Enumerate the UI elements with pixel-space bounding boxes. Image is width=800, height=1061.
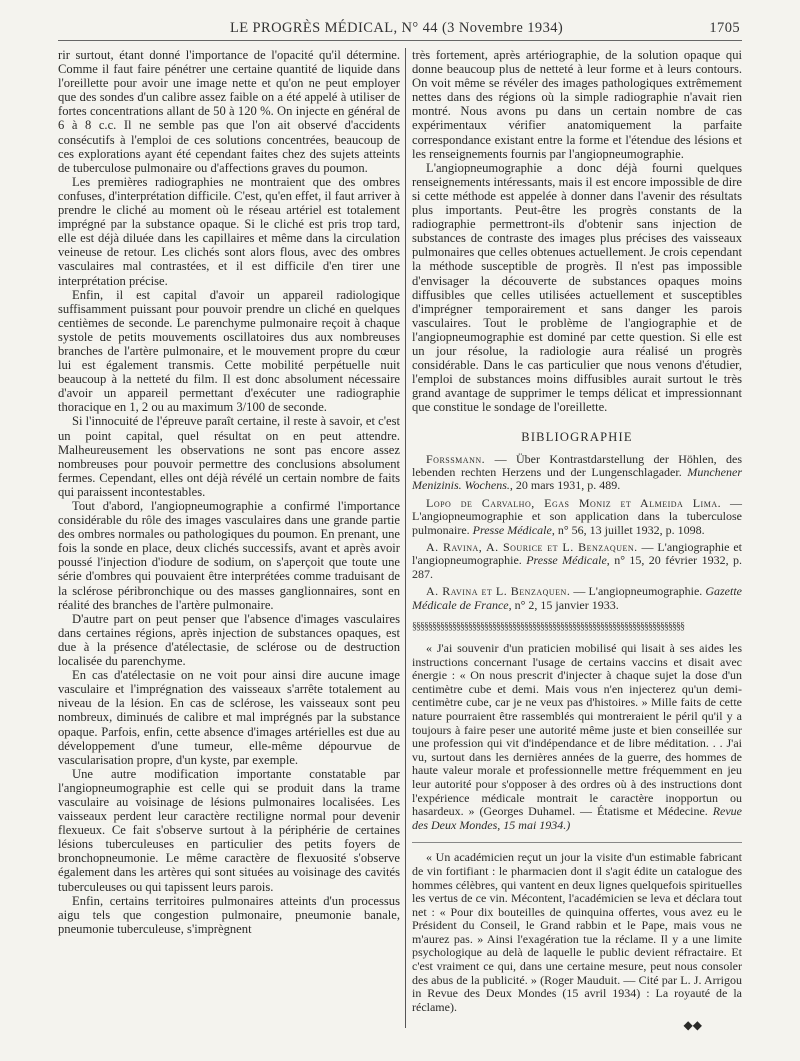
reference-item xyxy=(412,453,742,493)
quote-source: Revue des Deux Mondes, 15 mai 1934.) xyxy=(412,804,742,832)
paragraph: rir surtout, étant donné l'importance de l'opacité qu'il détermine. Comme il faut faire pénétrer une certaine quantité de liquide dans l'oreillette pour avoir une image nette et qu'on ne peut employer que des sondes d'un calibre assez faible on a été appelé à utiliser de fortes concentrations allant de 50 à 120 %. On injecte en général de 6 à 8 c.c. Il ne semble pas que l'on ait observé d'accidents consécutifs à l'emploi de ces solutions concentrées, beaucoup de ces explorations ayant été cependant faites chez des sujets atteints de tuberculose pulmonaire ou d'affections graves du poumon. xyxy=(58,48,400,175)
paragraph: D'autre part on peut penser que l'absence d'images vasculaires dans certaines régions, après injection de substances opaques, est due à la présence d'atélectasie, de sclérose ou de destruction localisée du parenchyme. xyxy=(58,611,400,669)
ornamental-border: §§§§§§§§§§§§§§§§§§§§§§§§§§§§§§§§§§§§§§§§§§§§§§§§§§§§§§§§§§§§§§§§§§§§ xyxy=(412,622,684,632)
page-number: 1705 xyxy=(709,20,740,36)
paragraph: Si l'innocuité de l'épreuve paraît certaine, il reste à savoir, et c'est un point capital, quel résultat on en peut attendre. Malheureusement les observations ne sont pas encore assez nombreuses pour pouvoir permettre des conclusions absolument fermes. Cependant, elles ont déjà révélé un certain nombre de faits qui paraissent incontestables. xyxy=(58,414,400,499)
ref-tail: , n° 2, 15 janvier 1933. xyxy=(508,597,619,612)
paragraph: Les premières radiographies ne montraient que des ombres confuses, d'interprétation difficile. C'est, qu'en effet, il faut arriver à prendre le cliché au moment où le réseau artériel est totalement imprégné par la substance opaque. Si le cliché est pris trop tard, elle est déjà diluée dans les capillaires et même dans la circulation veineuse de retour. Les clichés sont alors flous, avec des ombres vasculaires mal contrastées, et il est difficile d'en tirer une interprétation précise. xyxy=(58,174,400,288)
ref-journal: Presse Médicale xyxy=(526,553,607,568)
reference-item xyxy=(412,541,742,581)
paragraph: très fortement, après artériographie, de la solution opaque qui donne beaucoup plus de netteté à leur forme et à leurs contours. On voit même se révéler des images pathologiques extrêmement nettes dans des régions où la simple radiographie n'avait rien montré. Nous avons pu dans un certain nombre de cas expérimentaux vérifier anatomiquement la parfaite correspondance existant entre la forme et l'étendue des lésions et les renseignements fournis par l'angiopneumographie. xyxy=(412,48,742,161)
left-column xyxy=(58,48,400,936)
reference-item xyxy=(412,497,742,537)
ref-text: — L'angiopneumographie. xyxy=(570,584,706,599)
quote-block xyxy=(412,642,742,832)
paragraph: Enfin, il est capital d'avoir un appareil radiologique suffisamment puissant pour pouvoir prendre un cliché en quelques centièmes de seconde. Le parenchyme pulmonaire reçoit à chaque systole de petits mouvements oscillatoires dus aux nombreuses branches de l'artère pulmonaire, et le mouvement propre du cœur lui est également transmis. Cette mobilité perpétuelle nuit beaucoup à la netteté du film. Il est donc absolument nécessaire d'avoir un appareil permettant d'exécuter une radiographie thoracique en 1, 2 ou au maximum 3/100 de seconde. xyxy=(58,287,400,415)
ref-text: — L'angiopneumographie et son application dans la tuberculose pulmonaire. xyxy=(412,495,742,537)
ref-tail: , n° 56, 13 juillet 1932, p. 1098. xyxy=(551,522,705,537)
ref-authors: Lopo de Carvalho, Egas Moniz et Almeida Lima. xyxy=(426,495,722,510)
ref-journal: Presse Médicale xyxy=(472,522,552,537)
ref-text: — L'angiographie et l'angiopneumographie. xyxy=(412,539,742,568)
paragraph: Enfin, certains territoires pulmonaires atteints d'un processus aigu tels que congestion pulmonaire, pneumonie banale, pneumonie tuberculeuse, s'imprègnent xyxy=(58,893,400,936)
ref-text: — Über Kontrastdarstellung der Höhlen, des lebenden rechten Herzens und der Lungenschlagader. xyxy=(412,451,742,479)
reference-item xyxy=(412,585,742,612)
quote-text: « J'ai souvenir d'un praticien mobilisé qui lisait à ses aides les instructions concernant l'usage de certains vaccins et disait avec énergie : « On nous prescrit d'injecter à chaque sujet la dose d'un centimètre cube et demi. Mais vous n'en injecterez qu'un demi-centimètre cube, car je ne veux pas d'histoires. » Mille faits de cette nature pourraient être rassemblés qui montreraient le péril qu'il y a toujours à faire peser une autorité même juste et bien conseillée sur une profession qui vit d'indépendance et de libre méditation. . . J'ai vu, surtout dans les dernières années de la guerre, des hommes de haute valeur morale et professionnelle mettre fréquemment en jeu leur autorité pour s'opposer à des ordres où à des instructions dont l'expérience médicale montrait le caractère inopportun ou hasardeux. » (Georges Duhamel. — Étatisme et Médecine. xyxy=(412,641,742,819)
quote-block: « Un académicien reçut un jour la visite d'un estimable fabricant de vin fortifiant : le pharmacien dont il s'agit édite un catalogue des hommes célèbres, qui vantent en deux lignes quelquefois spirituelles les vertus de ce vin. Mécontent, l'académicien se leva et déclara tout net : « Pour dix bouteilles de quinquina offertes, vous avez eu le Président du Conseil, le Grand rabbin et le Pape, mais vous ne m'aurez pas. » Ainsi l'exagération tue la réclame. Il y a une limite psychologique au delà de laquelle le public devient réfractaire. Et c'est vraiment ce qui, dans une certaine mesure, peut nous consoler des abus de la publicité. » (Roger Mauduit. — Cité par L. J. Arrigou in Revue des Deux Mondes (15 avril 1934) : La royauté de la réclame). xyxy=(412,850,742,1014)
journal-title: LE PROGRÈS MÉDICAL, N° 44 (3 Novembre 1934) xyxy=(230,20,564,36)
bibliography-title: BIBLIOGRAPHIE xyxy=(521,430,633,445)
paragraph: Tout d'abord, l'angiopneumographie a confirmé l'importance considérable du rôle des images vasculaires dans une grande partie des ombres normales ou pathologiques du poumon. En prenant, une fois la sonde en place, deux clichés successifs, avant et après avoir poussé l'injection d'iodure de sodium, on s'aperçoit que toute une série d'ombres qui pouvaient être interprétées comme traduisant de la sclérose péribronchique ou des masses ganglionnaires, sont en réalité des branches de l'artère pulmonaire. xyxy=(58,499,400,612)
right-column xyxy=(400,48,742,1033)
paragraph: Une autre modification importante constatable par l'angiopneumographie est celle qui se produit dans la trame vasculaire au voisinage de lésions pulmonaires localisées. Les vaisseaux perdent leur caractère rectiligne normal pour devenir flexueux. Ce fait s'observe surtout à la périphérie de certaines lésions tuberculeuses en particulier des petits foyers de bronchopneumonie. Le même caractère de flexuosité s'observe également dans les artères qui sont situées au voisinage des cavités tuberculeuses ou qui tapissent leurs parois. xyxy=(58,766,400,894)
ref-tail: , n° 15, 20 février 1932, p. 287. xyxy=(412,553,742,581)
ref-authors: Forssmann. xyxy=(426,451,486,466)
section-separator xyxy=(412,842,742,843)
paragraph: L'angiopneumographie a donc déjà fourni quelques renseignements intéressants, mais il est encore impossible de dire si cette méthode est appelée à donner dans l'avenir des résultats plus importants. Peut-être les progrès constants de la radiographie permettront-ils d'obtenir sans injection de substances de contraste des images plus précises des vaisseaux pulmonaires que celles obtenues actuellement. Je crois cependant la méthode susceptible de progrès. Il n'est pas impossible d'envisager la découverte de substances opaques moins diffusibles que celles utilisées actuellement et susceptibles d'imprégner temporairement et sans danger les parois vasculaires. Tout le problème de l'angiographie et de l'angiopneumographie est dominé par cette question. Si elle est un jour résolue, la radiologie aura réalisé un progrès considérable. Dans le cas particulier que nous venons d'étudier, l'emploi de substances moins diffusibles aurait surtout le très grand avantage de supprimer le temps délicat et impressionnant que constitue le sondage de l'oreillette. xyxy=(412,160,742,415)
running-header xyxy=(60,20,740,40)
ref-journal: Munchener Menizinis. Wochens. xyxy=(412,464,742,493)
paragraph: En cas d'atélectasie on ne voit pour ainsi dire aucune image vasculaire et l'imprégnation des vaisseaux s'arrête totalement au niveau de la lésion. En cas de sclérose, les vaisseaux sont peu nombreux, diminués de calibre et mal imprégnés par la substance opaque. Parfois, enfin, cette absence d'images artérielles est due au développement d'une tumeur, elle-même dépourvue de vascularisation propre, d'un kyste, par exemple. xyxy=(58,668,400,767)
ref-tail: , 20 mars 1931, p. 489. xyxy=(509,478,621,493)
header-rule xyxy=(58,40,742,41)
end-ornament: ◆◆ xyxy=(683,1018,702,1033)
ref-authors: A. Ravina et L. Benzaquen. xyxy=(426,584,571,599)
ref-authors: A. Ravina, A. Sourice et L. Benzaquen. xyxy=(426,539,638,554)
ref-journal: Gazette Médicale de France xyxy=(412,584,742,612)
